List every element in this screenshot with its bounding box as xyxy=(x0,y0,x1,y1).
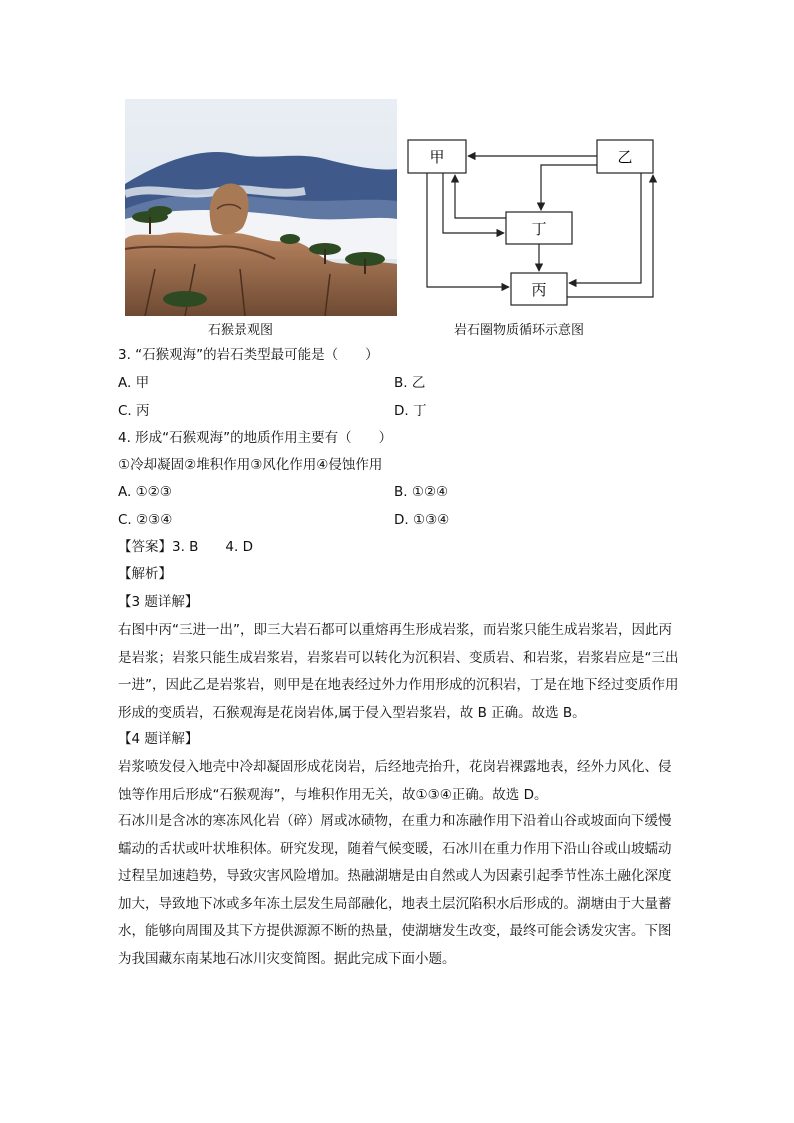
detail3-text: 右图中丙“三进一出”，即三大岩石都可以重熔再生形成岩浆，而岩浆只能生成岩浆岩，因此丙是岩浆；岩浆只能生成岩浆岩，岩浆岩可以转化为沉积岩、变质岩、和岩浆，岩浆岩应是“三出一进”，因此乙是岩浆岩，则甲是在地表经过外力作用形成的沉积岩，丁是在地下经过变质作用形成的变质岩，石猴观海是花岗岩体,属于侵入型岩浆岩，故 B 正确。故选 B。 xyxy=(118,622,679,721)
q3-option-b: B. 乙 xyxy=(394,375,426,391)
diagram-caption: 岩石圈物质循环示意图 xyxy=(454,323,585,338)
q3-option-d: D. 丁 xyxy=(394,403,427,419)
label-yi: 乙 xyxy=(617,148,633,166)
arrow-yi-to-ding xyxy=(541,165,605,210)
passage-text: 石冰川是含冰的寒冻风化岩（碎）屑或冰碛物，在重力和冻融作用下沿着山谷或坡面向下缓慢蠕动的舌状或叶状堆积体。研究发现，随着气候变暖，石冰川在重力作用下沿山谷或山坡蠕动过程呈加速趋势，导致灾害风险增加。热融湖塘是由自然或人为因素引起季节性冻土融化深度加大，导致地下冰或多年冻土层发生局部融化，地表土层沉陷积水后形成的。湖塘由于大量蓄水，能够向周围及其下方提供源源不断的热量，使湖塘发生改变，最终可能会诱发灾害。下图为我国藏东南某地石冰川灾变简图。据此完成下面小题。 xyxy=(118,813,672,967)
q3-stem: 3. “石猴观海”的岩石类型最可能是（ ） xyxy=(118,347,379,363)
arrow-yi-down-to-ding xyxy=(541,165,597,210)
arrow-bing-to-yi xyxy=(567,175,653,297)
arrow-ding-to-jia xyxy=(455,175,506,218)
q4-items: ①冷却凝固②堆积作用③风化作用④侵蚀作用 xyxy=(118,457,383,473)
rock-cycle-diagram xyxy=(405,135,665,315)
q4-option-b: B. ①②④ xyxy=(394,484,449,500)
q4-option-c: C. ②③④ xyxy=(118,512,173,528)
q4-option-d: D. ①③④ xyxy=(394,512,450,528)
detail4-text: 岩浆喷发侵入地壳中冷却凝固形成花岗岩，后经地壳抬升，花岗岩裸露地表，经外力风化、侵蚀等作用后形成“石猴观海”，与堆积作用无关，故①③④正确。故选 D。 xyxy=(118,759,672,803)
arrow-jia-to-ding xyxy=(443,173,504,233)
answer-line: 【答案】3. B 4. D xyxy=(118,539,253,555)
photo-caption: 石猴景观图 xyxy=(208,323,274,338)
label-jia: 甲 xyxy=(429,148,445,166)
label-ding: 丁 xyxy=(531,220,547,238)
arrow-jia-to-bing xyxy=(427,173,509,287)
q3-option-c: C. 丙 xyxy=(118,403,150,419)
label-bing: 丙 xyxy=(531,281,547,299)
arrow-yi-to-bing xyxy=(569,173,641,283)
q3-option-a: A. 甲 xyxy=(118,375,150,391)
q4-option-a: A. ①②③ xyxy=(118,484,172,500)
analysis-heading: 【解析】 xyxy=(118,566,172,582)
stone-monkey-landscape-image xyxy=(125,99,397,316)
stone-monkey-photo xyxy=(125,99,397,316)
q4-stem: 4. 形成“石猴观海”的地质作用主要有（ ） xyxy=(118,430,393,446)
detail4-heading: 【4 题详解】 xyxy=(118,731,199,747)
detail3-heading: 【3 题详解】 xyxy=(118,594,199,610)
